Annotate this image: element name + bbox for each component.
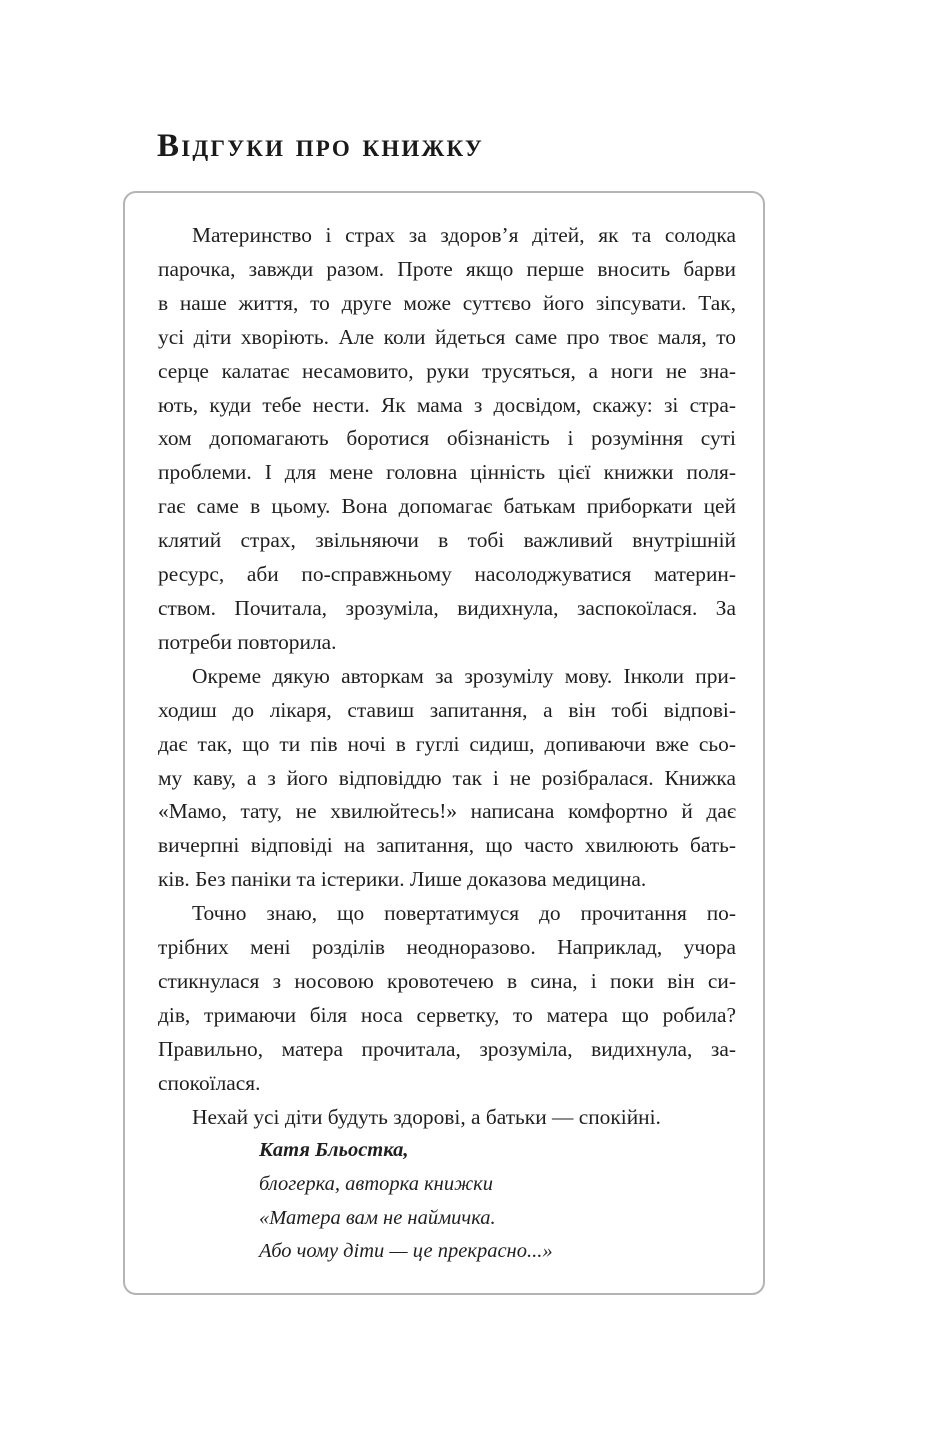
text-line: хом допомагають боротися обізнаність і розуміння суті bbox=[158, 426, 736, 451]
review-paragraph bbox=[158, 1101, 736, 1135]
text-line: усі діти хворіють. Але коли йдеться саме про твоє маля, то bbox=[158, 324, 736, 349]
text-line: трібних мені розділів неодноразово. Наприклад, учора bbox=[158, 935, 736, 960]
text-line: Правильно, матера прочитала, зрозуміла, видихнула, за- bbox=[158, 1036, 736, 1061]
text-line: му каву, а з його відповіддю так і не розібралася. Книжка bbox=[158, 765, 736, 790]
text-line: ресурс, аби по-справжньому насолоджуватися материн- bbox=[158, 562, 736, 587]
text-line: проблеми. І для мене головна цінність цієї книжки поля- bbox=[158, 460, 736, 485]
text-line: Нехай усі діти будуть здорові, а батьки — спокійні. bbox=[192, 1104, 661, 1129]
text-line: спокоїлася. bbox=[158, 1070, 261, 1095]
text-line: парочка, завжди разом. Проте якщо перше вносить барви bbox=[158, 256, 736, 281]
text-line: потреби повторила. bbox=[158, 629, 337, 654]
page-title: Відгуки про книжку bbox=[157, 128, 484, 164]
review-paragraph bbox=[158, 219, 736, 660]
text-line: Точно знаю, що повертатимуся до прочитання по- bbox=[192, 901, 736, 926]
review-signature bbox=[259, 1134, 553, 1269]
author-book-subtitle: Або чому діти — це прекрасно...» bbox=[259, 1240, 553, 1263]
text-line: дів, тримаючи біля носа серветку, то матера що робила? bbox=[158, 1002, 736, 1027]
review-paragraph bbox=[158, 897, 736, 1100]
text-line: вичерпні відповіді на запитання, що часто хвилюють бать- bbox=[158, 833, 736, 858]
text-line: Окреме дякую авторкам за зрозумілу мову. Інколи при- bbox=[192, 663, 736, 688]
text-line: серце калатає несамовито, руки трусяться, а ноги не зна- bbox=[158, 358, 736, 383]
author-role: блогерка, авторка книжки bbox=[259, 1172, 493, 1195]
text-line: в наше життя, то друге може суттєво його зіпсувати. Так, bbox=[158, 290, 736, 315]
author-book-title: «Матера вам не наймичка. bbox=[259, 1206, 496, 1229]
text-line: клятий страх, звільняючи в тобі важливий внутрішній bbox=[158, 528, 736, 553]
text-line: ходиш до лікаря, ставиш запитання, а він тобі відпові- bbox=[158, 697, 736, 722]
text-line: ством. Почитала, зрозуміла, видихнула, заспокоїлася. За bbox=[158, 595, 736, 620]
review-body bbox=[158, 219, 736, 1134]
text-line: дає так, що ти пів ночі в гуглі сидиш, допиваючи вже сьо- bbox=[158, 731, 736, 756]
text-line: «Мамо, тату, не хвилюйтесь!» написана комфортно й дає bbox=[158, 799, 736, 824]
text-line: гає саме в цьому. Вона допомагає батькам приборкати цей bbox=[158, 494, 736, 519]
text-line: стикнулася з носовою кровотечею в сина, і поки він си- bbox=[158, 968, 736, 993]
text-line: ють, куди тебе нести. Як мама з досвідом, скажу: зі стра- bbox=[158, 392, 736, 417]
review-paragraph bbox=[158, 660, 736, 897]
text-line: Материнство і страх за здоров’я дітей, як та солодка bbox=[192, 223, 736, 247]
text-line: ків. Без паніки та істерики. Лише доказова медицина. bbox=[158, 867, 647, 892]
author-name: Катя Бльостка, bbox=[259, 1139, 409, 1161]
